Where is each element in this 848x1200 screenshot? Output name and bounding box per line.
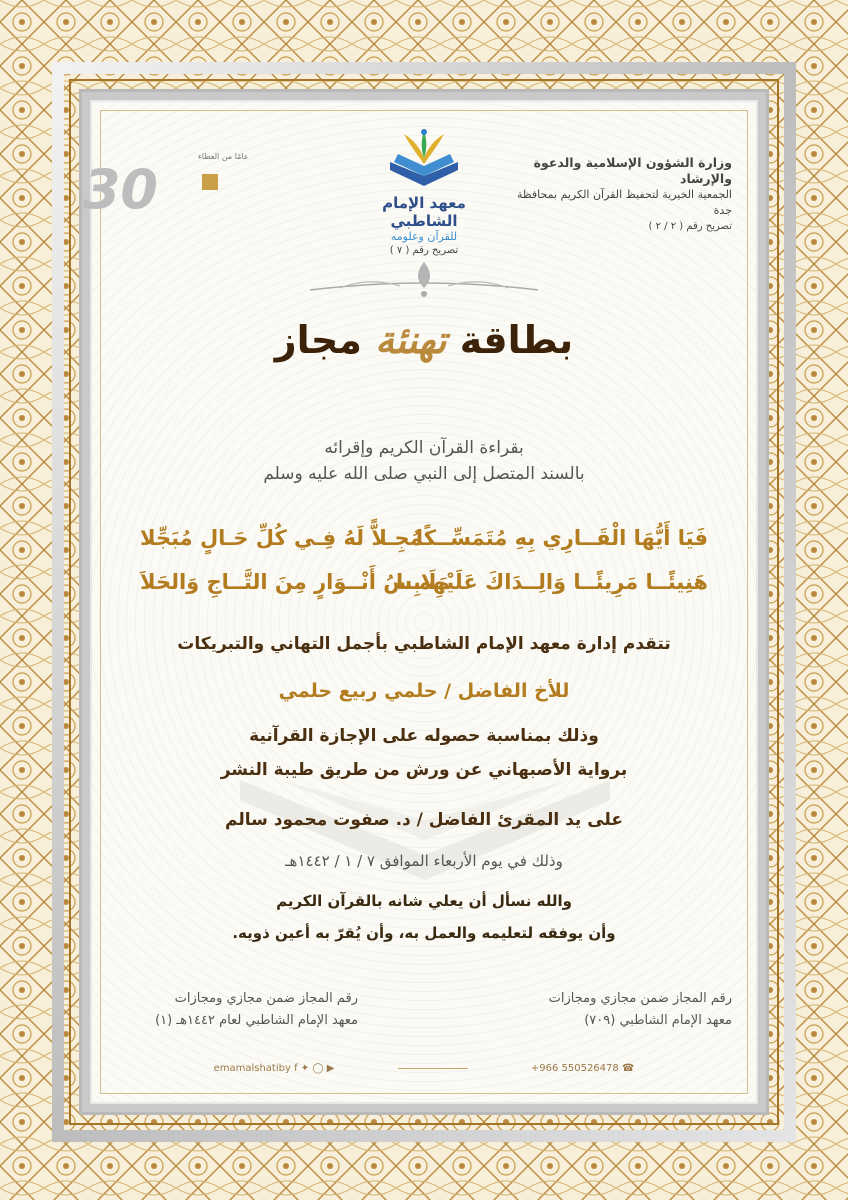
social-handle: emamalshatiby: [213, 1063, 291, 1074]
poem-verse2-left: مَلَابِسُ أَنْــوَارٍ مِنَ التَّــاجِ وَالحَلاَ: [140, 570, 450, 594]
title-part1: بطاقة: [459, 318, 574, 362]
title-ornament-icon: [300, 258, 548, 302]
ministry-header: [502, 155, 732, 235]
social-group: [214, 1063, 335, 1074]
open-book-logo-icon: [384, 128, 464, 190]
date-line: وذلك في يوم الأربعاء الموافق ٧ / ١ / ١٤٤٢هـ: [285, 852, 563, 870]
footer-left-line1: رقم المجاز ضمن مجازي ومجازات: [174, 991, 358, 1006]
occasion-line2: برواية الأصبهاني عن ورش من طريق طيبة النشر: [220, 760, 628, 780]
ministry-permit: تصريح رقم ( ٢ / ٢ ): [648, 221, 732, 232]
title-part2: تهنئة: [375, 318, 447, 362]
poem-verse1-right: فَيَا أَيُّهَا الْقَــارِي بِهِ مُتَمَسِّــكًا: [415, 526, 708, 550]
intro-line2: بالسند المتصل إلى النبي صلى الله عليه وسلم: [263, 464, 585, 484]
whatsapp-icon: ☎: [621, 1063, 635, 1074]
page-title: [0, 318, 848, 362]
title-part3: مجاز: [274, 318, 362, 362]
poem-verse2-right: هَنِيئًــا مَرِيئًــا وَالِــدَاكَ عَلَيْهِمــا: [396, 570, 708, 594]
institute-logo: [364, 128, 484, 256]
contact-bar: [0, 1063, 848, 1074]
prayer-line1: والله نسأل أن يعلي شانه بالقرآن الكريم: [276, 892, 572, 910]
footer-left-line2: معهد الإمام الشاطبي لعام ١٤٤٢هـ (١): [155, 1013, 358, 1028]
phone-group: [531, 1063, 635, 1074]
contact-divider: [398, 1068, 468, 1069]
footer-right: [549, 988, 732, 1032]
institute-permit: تصريح رقم ( ٧ ): [389, 245, 459, 256]
teacher-line: على يد المقرئ الفاضل / د. صفوت محمود سالم: [225, 810, 623, 830]
footer-right-line2: معهد الإمام الشاطبي (٧٠٩): [584, 1013, 732, 1028]
anniversary-logo: [82, 150, 249, 221]
institute-name: معهد الإمام الشاطبي: [382, 194, 466, 230]
recipient-name: للأخ الفاضل / حلمي ربيع حلمي: [278, 680, 570, 702]
footer-left: [155, 988, 358, 1032]
footer-right-line1: رقم المجاز ضمن مجازي ومجازات: [548, 991, 732, 1006]
book-watermark-icon: [220, 760, 630, 900]
phone-number: +966 550526478: [530, 1063, 619, 1074]
twitter-icon: ✦: [300, 1063, 310, 1074]
prayer-line2: وأن يوفقه لتعليمه والعمل به، وأن يُقرّ به أعين ذويه.: [232, 924, 616, 942]
anniversary-text: عامًا من العطاء: [198, 152, 249, 161]
institute-tagline: للقرآن وعلومه: [390, 230, 458, 243]
occasion-line1: وذلك بمناسبة حصوله على الإجازة القرآنية: [249, 726, 599, 746]
facebook-icon: f: [294, 1063, 298, 1074]
intro-line1: بقراءة القرآن الكريم وإقرائه: [324, 438, 524, 458]
anniversary-number: 30: [82, 158, 158, 221]
youtube-icon: ▶: [326, 1063, 335, 1074]
ministry-name: وزارة الشؤون الإسلامية والدعوة والإرشاد: [533, 155, 732, 186]
poem-verse1-left: مُجِـلاًّ لَهُ فِـي كُلِّ حَـالٍ مُبَجِّلا: [140, 526, 423, 550]
association-name: الجمعية الخيرية لتحفيظ القرآن الكريم بمحافظة جدة: [517, 188, 732, 217]
congrats-line: تتقدم إدارة معهد الإمام الشاطبي بأجمل التهاني والتبريكات: [177, 634, 671, 654]
instagram-icon: ◯: [312, 1063, 324, 1074]
